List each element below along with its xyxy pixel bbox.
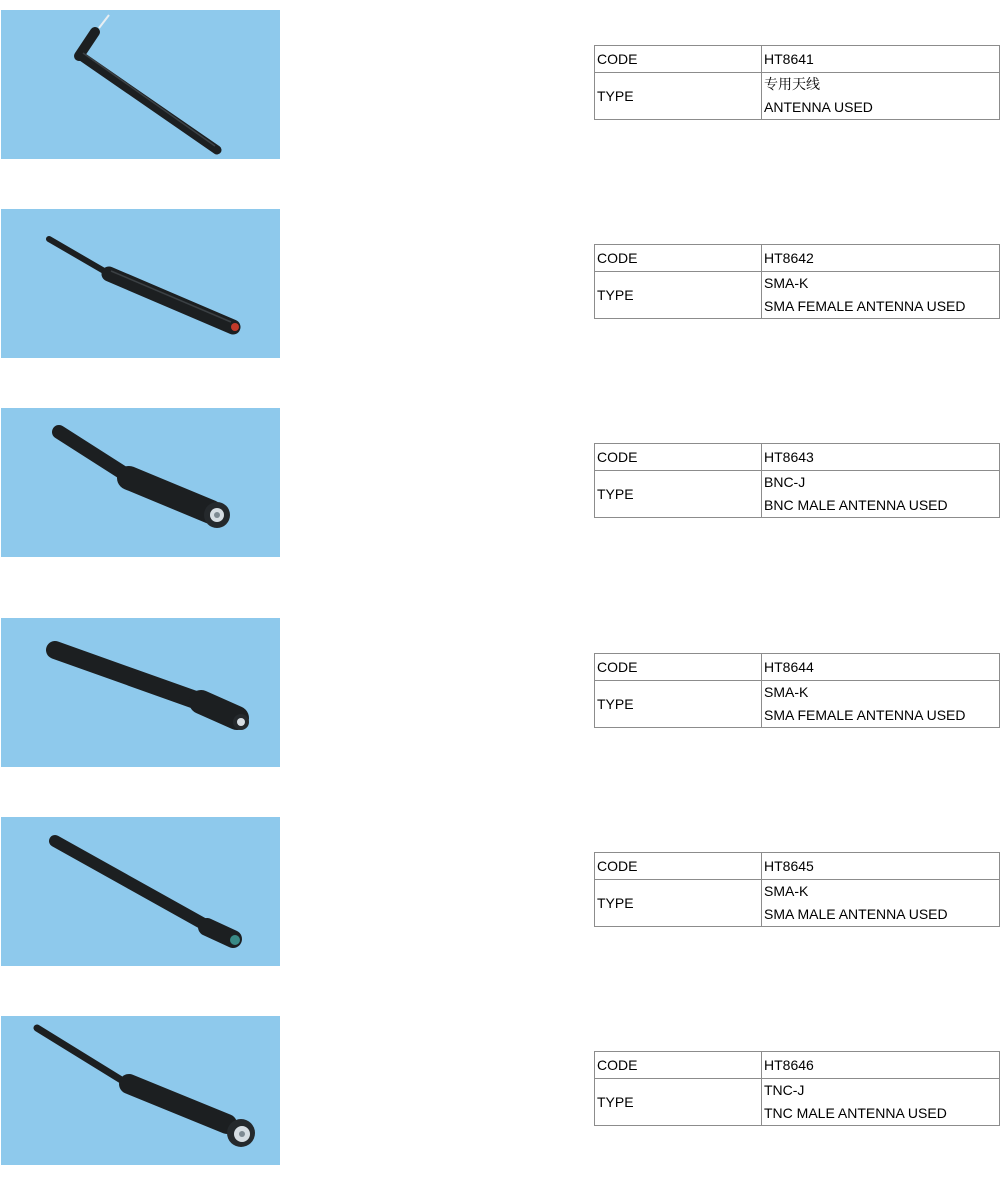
type-row: [595, 272, 1000, 319]
type-label: TYPE: [595, 1079, 762, 1126]
type-row: [595, 880, 1000, 927]
antenna-image: [1, 209, 280, 358]
type-label: TYPE: [595, 73, 762, 120]
spec-table: [594, 852, 1000, 927]
code-label: CODE: [595, 444, 762, 471]
type-row: [595, 471, 1000, 518]
type-label: TYPE: [595, 272, 762, 319]
antenna-photo: [1, 10, 280, 159]
type-row: [595, 1079, 1000, 1126]
type-value-line2: TNC MALE ANTENNA USED: [764, 1105, 947, 1121]
code-row: [595, 46, 1000, 73]
type-row: [595, 681, 1000, 728]
code-label: CODE: [595, 1052, 762, 1079]
type-value-line1: SMA-K: [764, 883, 809, 899]
type-value-line1: TNC-J: [764, 1082, 805, 1098]
type-value-line2: ANTENNA USED: [764, 99, 873, 115]
type-value: [762, 471, 1000, 518]
type-value-line1: 专用天线: [764, 76, 820, 92]
code-label: CODE: [595, 853, 762, 880]
type-value-line1: BNC-J: [764, 474, 806, 490]
antenna-photo: [1, 408, 280, 557]
code-row: [595, 444, 1000, 471]
code-row: [595, 245, 1000, 272]
type-label: TYPE: [595, 681, 762, 728]
code-value: HT8642: [762, 245, 1000, 272]
antenna-image: [1, 408, 280, 557]
code-value: HT8641: [762, 46, 1000, 73]
code-value: HT8646: [762, 1052, 1000, 1079]
type-value: [762, 73, 1000, 120]
antenna-image: [1, 817, 280, 966]
antenna-photo: [1, 817, 280, 966]
type-value: [762, 681, 1000, 728]
antenna-image: [1, 1016, 280, 1165]
code-row: [595, 654, 1000, 681]
code-row: [595, 1052, 1000, 1079]
code-row: [595, 853, 1000, 880]
type-value-line2: BNC MALE ANTENNA USED: [764, 497, 948, 513]
code-value: HT8644: [762, 654, 1000, 681]
spec-table: [594, 443, 1000, 518]
type-value-line1: SMA-K: [764, 275, 809, 291]
type-label: TYPE: [595, 880, 762, 927]
code-value: HT8645: [762, 853, 1000, 880]
code-value: HT8643: [762, 444, 1000, 471]
type-value-line2: SMA FEMALE ANTENNA USED: [764, 298, 966, 314]
code-label: CODE: [595, 654, 762, 681]
type-value: [762, 1079, 1000, 1126]
type-value: [762, 880, 1000, 927]
code-label: CODE: [595, 245, 762, 272]
spec-table: [594, 244, 1000, 319]
antenna-photo: [1, 1016, 280, 1165]
type-row: [595, 73, 1000, 120]
spec-table: [594, 653, 1000, 728]
type-value-line1: SMA-K: [764, 684, 809, 700]
spec-table: [594, 1051, 1000, 1126]
antenna-photo: [1, 618, 280, 767]
antenna-image: [1, 618, 280, 767]
spec-table: [594, 45, 1000, 120]
antenna-image: [1, 10, 280, 159]
type-value: [762, 272, 1000, 319]
type-value-line2: SMA FEMALE ANTENNA USED: [764, 707, 966, 723]
type-label: TYPE: [595, 471, 762, 518]
type-value-line2: SMA MALE ANTENNA USED: [764, 906, 948, 922]
code-label: CODE: [595, 46, 762, 73]
antenna-photo: [1, 209, 280, 358]
